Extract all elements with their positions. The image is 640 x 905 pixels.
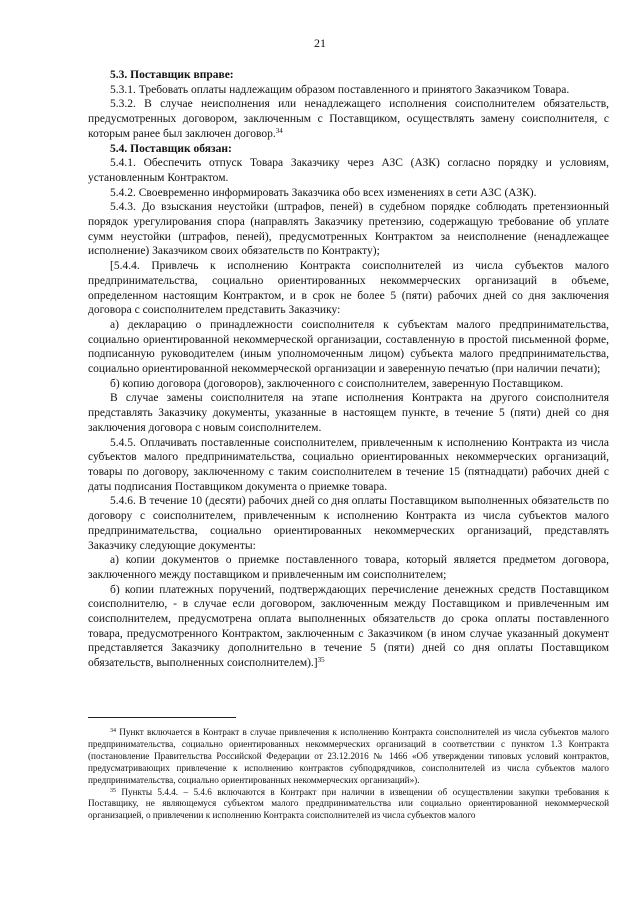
clause-5-4-3: 5.4.3. До взыскания неустойки (штрафов, пеней) в судебном порядке соблюдать претензионный порядок урегулирования спора (направлять Заказчику претензию, содержащую требование об уплате сумм неустойки (штрафов, пеней), предусмотренных Контрактом за неисполнение (ненадлежащее исполнение) Заказчиком своих обязательств по Контракту); (88, 201, 609, 258)
footnote-separator (88, 717, 236, 718)
clause-5-4-4-b: б) копию договора (договоров), заключенного с соисполнителем, заверенную Поставщиком. (110, 377, 564, 390)
clause-5-4-4: [5.4.4. Привлечь к исполнению Контракта соисполнителей из числа субъектов малого предпринимательства, социально ориентированных некоммерческих организаций в объеме, определенном настоящим Контрактом, и в срок не более 5 (пяти) рабочих дней со дня заключения договора с соисполнителем представить Заказчику: (88, 260, 609, 317)
section-heading-5-3: 5.3. Поставщик вправе: (110, 69, 234, 81)
clause-5-4-6-b (88, 583, 609, 671)
clause-text: б) копии платежных поручений, подтверждающих перечисление денежных средств Поставщиком соисполнителю, - в случае если договором, заключенным между Поставщиком и привлеченным им соисполнителем, предусмотрена оплата выполненных обязательств до срока оплаты поставленного товара, предусмотренного Контрактом, заключенным с Заказчиком (в ином случае указанный документ представляется Заказчику дополнительно в течение 5 (пяти) дней со дня оплаты Поставщиком обязательств, выполненных соисполнителем).] (88, 583, 609, 670)
clause-5-4-6-a: а) копии документов о приемке поставленного товара, который является предметом договора, заключенного между поставщиком и привлеченным им соисполнителем; (88, 554, 609, 581)
footnotes (88, 727, 609, 822)
clause-text: 5.3.2. В случае неисполнения или ненадлежащего исполнения соисполнителем обязательств, предусмотренных договором, заключенным с Поставщиком, осуществлять замену соисполнителя, с которым ранее был заключен договор. (88, 98, 609, 140)
clause-5-3-1: 5.3.1. Требовать оплаты надлежащим образом поставленного и принятого Заказчиком Товара. (110, 83, 570, 96)
footnote-text: Пункт включается в Контракт в случае привлечения к исполнению Контракта соисполнителей из числа субъектов малого предпринимательства, социально ориентированных некоммерческих организаций в соответствии с пунктом 1.3 Контракта (постановление Правительства Российской Федерации от 23.12.2016 № 1466 «Об утверждении типовых условий контрактов, предусматривающих привлечение к исполнению контрактов субподрядчиков, соисполнителей из числа субъектов малого предпринимательства, социально ориентированных некоммерческих организаций»). (88, 727, 609, 785)
footnote-ref-35: 35 (317, 656, 325, 665)
section-heading-5-4: 5.4. Поставщик обязан: (110, 142, 232, 155)
footnote-34 (88, 727, 609, 787)
footnote-text: Пункты 5.4.4. – 5.4.6 включаются в Контракт при наличии в извещении об осуществлении закупки требования к Поставщику, не являющемуся субъектом малого предпринимательства или социально ориентированной некоммерческой организацией, о привлечении к исполнению Контракта соисполнителей из числа субъектов малого (88, 786, 609, 821)
contract-body (88, 68, 609, 671)
clause-5-4-5: 5.4.5. Оплачивать поставленные соисполнителем, привлеченным к исполнению Контракта из числа субъектов малого предпринимательства, социально ориентированных некоммерческих организаций, товары по договору, заключенному с таким соисполнителем в течение 15 (пятнадцати) рабочих дней с даты подписания Поставщиком документа о приемке товара. (88, 436, 609, 493)
clause-5-4-2: 5.4.2. Своевременно информировать Заказчика обо всех изменениях в сети АЗС (АЗК). (110, 186, 537, 199)
footnote-ref-34: 34 (275, 126, 283, 135)
footnote-35 (88, 787, 609, 823)
clause-replacement-note: В случае замены соисполнителя на этапе исполнения Контракта на другого соисполнителя представлять Заказчику документы, указанные в настоящем пункте, в течение 5 (пяти) дней со дня заключения договора с новым соисполнителем. (88, 392, 609, 434)
footnote-marker: 34 (110, 728, 116, 734)
clause-5-4-4-a: а) декларацию о принадлежности соисполнителя к субъектам малого предпринимательства, социально ориентированной некоммерческой организации, составленную в простой письменной форме, подписанную руководителем (иным уполномоченным лицом) субъекта малого предпринимательства, социально ориентированной некоммерческой организации и заверенную печатью (при наличии печати); (88, 318, 609, 376)
footnote-marker: 35 (110, 787, 116, 794)
clause-5-3-2 (88, 97, 609, 141)
clause-5-4-1: 5.4.1. Обеспечить отпуск Товара Заказчику через АЗС (АЗК) согласно порядку и условиям, установленным Контрактом. (88, 157, 609, 184)
clause-5-4-6: 5.4.6. В течение 10 (десяти) рабочих дней со дня оплаты Поставщиком выполненных обязательств по договору с соисполнителем, привлеченным к исполнению Контракта из числа субъектов малого предпринимательства, социально ориентированных некоммерческих организаций, представлять Заказчику следующие документы: (88, 495, 609, 552)
page-number: 21 (314, 36, 326, 50)
